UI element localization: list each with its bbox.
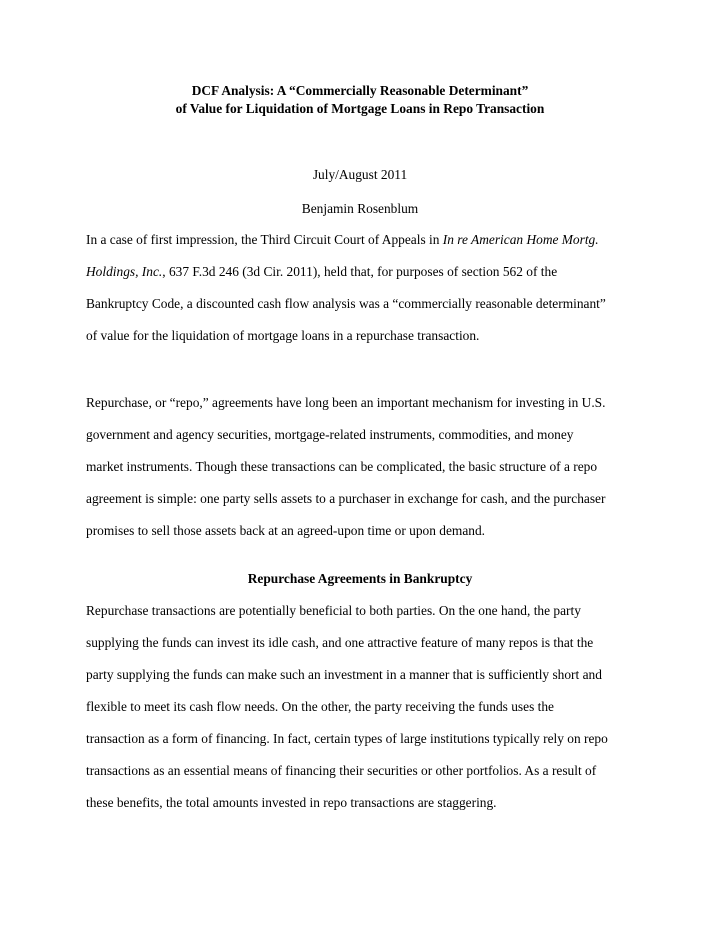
paragraph-line: Repurchase, or “repo,” agreements have long been an important mechanism for investing in U.S. xyxy=(86,395,606,410)
paragraph-line: government and agency securities, mortgage-related instruments, commodities, and money xyxy=(86,427,574,442)
paragraph-line: flexible to meet its cash flow needs. On the other, the party receiving the funds uses the xyxy=(86,699,554,714)
paragraph-line: Repurchase transactions are potentially beneficial to both parties. On the one hand, the party xyxy=(86,603,581,618)
paragraph-line: of value for the liquidation of mortgage loans in a repurchase transaction. xyxy=(86,328,480,343)
paragraph-line: these benefits, the total amounts invested in repo transactions are staggering. xyxy=(86,795,497,810)
document-title-line-1: DCF Analysis: A “Commercially Reasonable Determinant” xyxy=(191,83,529,98)
paragraph-line: agreement is simple: one party sells assets to a purchaser in exchange for cash, and the purchaser xyxy=(86,491,606,506)
case-citation-italic: In re American Home Mortg. xyxy=(442,232,599,247)
paragraph-line: promises to sell those assets back at an agreed-upon time or upon demand. xyxy=(86,523,486,538)
section-heading: Repurchase Agreements in Bankruptcy xyxy=(247,571,473,586)
paragraph-line: Bankruptcy Code, a discounted cash flow analysis was a “commercially reasonable determinant” xyxy=(86,296,606,311)
paragraph-line: market instruments. Though these transactions can be complicated, the basic structure of a repo xyxy=(86,459,598,474)
paragraph-line: party supplying the funds can make such an investment in a manner that is sufficiently short and xyxy=(86,667,602,682)
paragraph-line xyxy=(86,263,557,281)
text-run: , 637 F.3d 246 (3d Cir. 2011), held that, for purposes of section 562 of the xyxy=(162,264,558,279)
paragraph-line: transaction as a form of financing. In fact, certain types of large institutions typically rely on repo xyxy=(86,731,608,746)
paragraph-line xyxy=(86,231,599,249)
paragraph-line: transactions as an essential means of financing their securities or other portfolios. As a result of xyxy=(86,763,597,778)
text-run: In a case of first impression, the Third Circuit Court of Appeals in xyxy=(86,232,443,247)
document-date: July/August 2011 xyxy=(312,167,408,182)
document-author: Benjamin Rosenblum xyxy=(301,201,419,216)
document-title-line-2: of Value for Liquidation of Mortgage Loans in Repo Transaction xyxy=(175,101,545,116)
case-citation-italic: Holdings, Inc. xyxy=(86,264,163,279)
paragraph-line: supplying the funds can invest its idle cash, and one attractive feature of many repos is that the xyxy=(86,635,594,650)
